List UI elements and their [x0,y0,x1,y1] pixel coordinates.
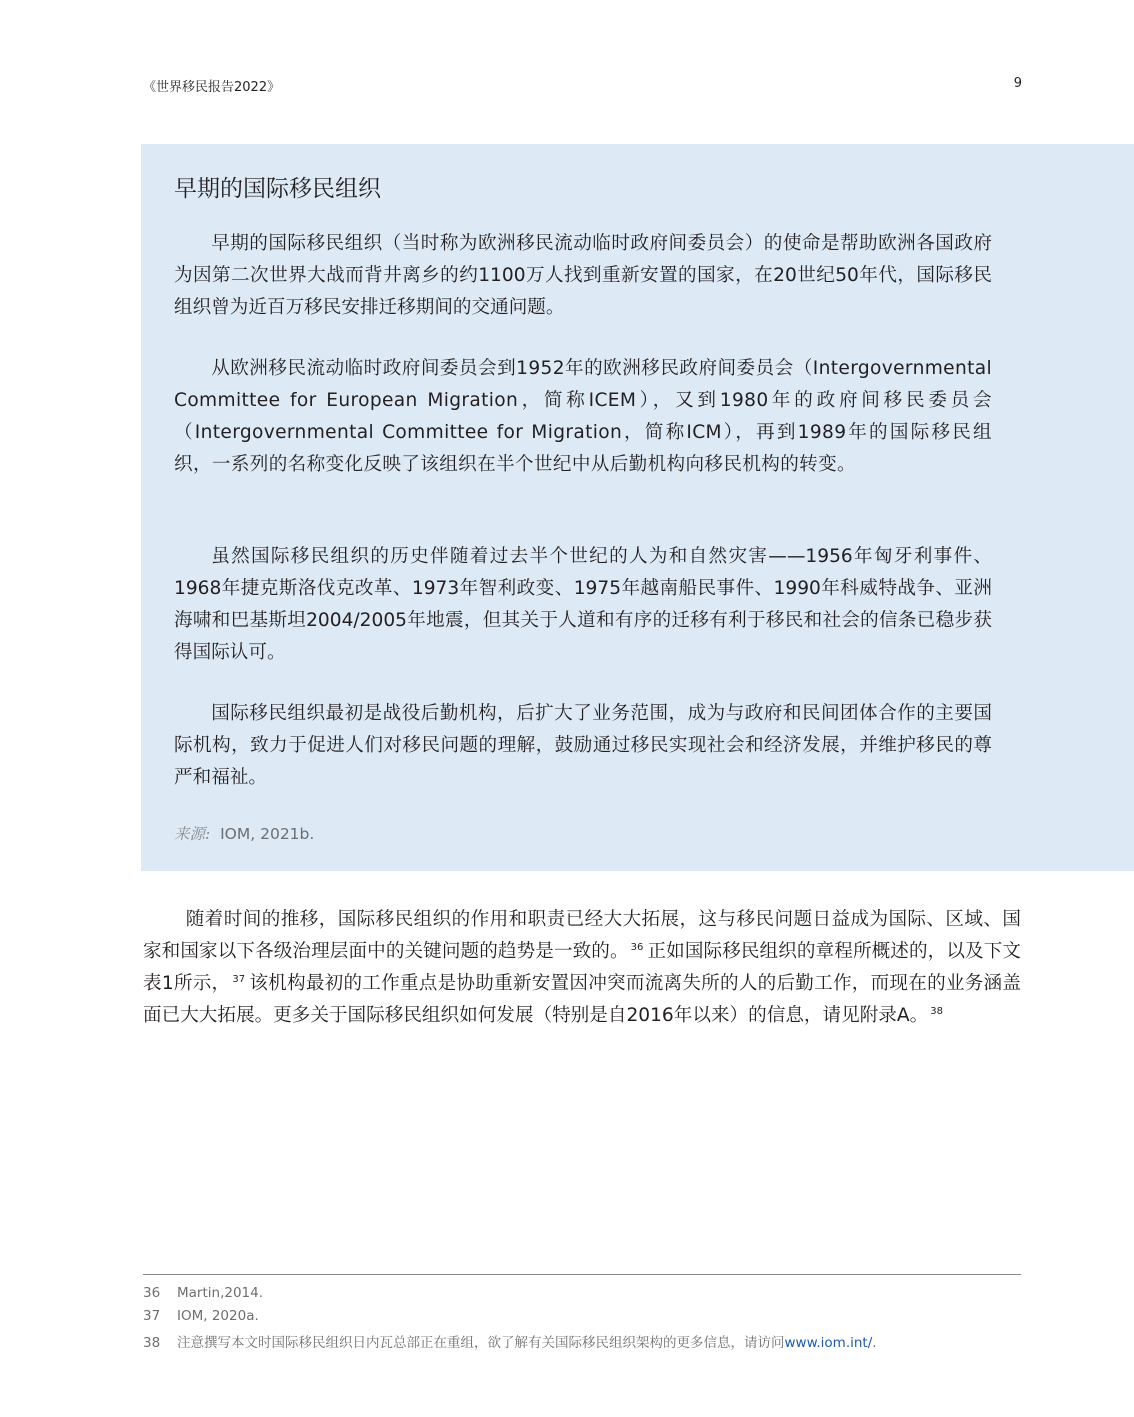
footnote-37 [143,1308,259,1324]
box-paragraph-4: 国际移民组织最初是战役后勤机构，后扩大了业务范围，成为与政府和民间团体合作的主要国际机构，致力于促进人们对移民问题的理解，鼓励通过移民实现社会和经济发展，并维护移民的尊严和福祉。 [174,703,992,788]
box-paragraph-3: 虽然国际移民组织的历史伴随着过去半个世纪的人为和自然灾害——1956年匈牙利事件、1968年捷克斯洛伐克改革、1973年智利政变、1975年越南船民事件、1990年科威特战争、亚洲海啸和巴基斯坦2004/2005年地震，但其关于人道和有序的迁移有利于移民和社会的信条已稳步获得国际认可。 [174,546,992,663]
footnote-period: . [872,1335,877,1351]
iom-website-link[interactable]: www.iom.int/ [784,1335,873,1351]
box-source [174,822,314,844]
body-text-3: 该机构最初的工作重点是协助重新安置因冲突而流离失所的人的后勤工作，而现在的业务涵盖面已大大拓展。更多关于国际移民组织如何发展（特别是自2016年以来）的信息，请见附录A。 [143,973,1021,1026]
body-text-1: 随着时间的推移，国际移民组织的作用和职责已经大大拓展，这与移民问题日益成为国际、区域、国家和国家以下各级治理层面中的关键问题的趋势是一致的。 [143,909,1021,962]
footnote-38 [143,1331,877,1351]
footnote-text: IOM, 2020a. [177,1308,259,1324]
footnote-divider [143,1274,1021,1275]
footnote-number: 38 [143,1335,161,1351]
footnote-text: Martin,2014. [177,1285,264,1301]
box-title: 早期的国际移民组织 [174,176,381,202]
running-head: 《世界移民报告2022》 [143,80,281,95]
footnote-ref-36[interactable]: 36 [630,941,644,953]
footnote-text: 注意撰写本文时国际移民组织日内瓦总部正在重组，欲了解有关国际移民组织架构的更多信息，请访问 [177,1335,785,1351]
footnote-ref-38[interactable]: 38 [930,1005,943,1017]
body-paragraph [143,904,1021,1032]
box-paragraph-2: 从欧洲移民流动临时政府间委员会到1952年的欧洲移民政府间委员会（Intergovernmental Committee for European Migration，简称ICEM），又到1980年的政府间移民委员会（Intergovernmental Committee for Migration，简称ICM），再到1989年的国际移民组织，一系列的名称变化反映了该组织在半个世纪中从后勤机构向移民机构的转变。 [174,358,992,475]
footnote-number: 37 [143,1308,161,1324]
footnote-36 [143,1285,263,1301]
source-label: 来源: [174,825,211,843]
body-text-2: 正如国际移民组织的章程所概述的，以及下文表1所示， [143,941,1021,994]
footnote-number: 36 [143,1285,161,1301]
source-text: IOM, 2021b. [220,825,315,843]
page-number: 9 [1013,76,1022,91]
footnote-ref-37[interactable]: 37 [232,973,246,985]
box-paragraph-1: 早期的国际移民组织（当时称为欧洲移民流动临时政府间委员会）的使命是帮助欧洲各国政府为因第二次世界大战而背井离乡的约1100万人找到重新安置的国家，在20世纪50年代，国际移民组织曾为近百万移民安排迁移期间的交通问题。 [174,233,992,318]
